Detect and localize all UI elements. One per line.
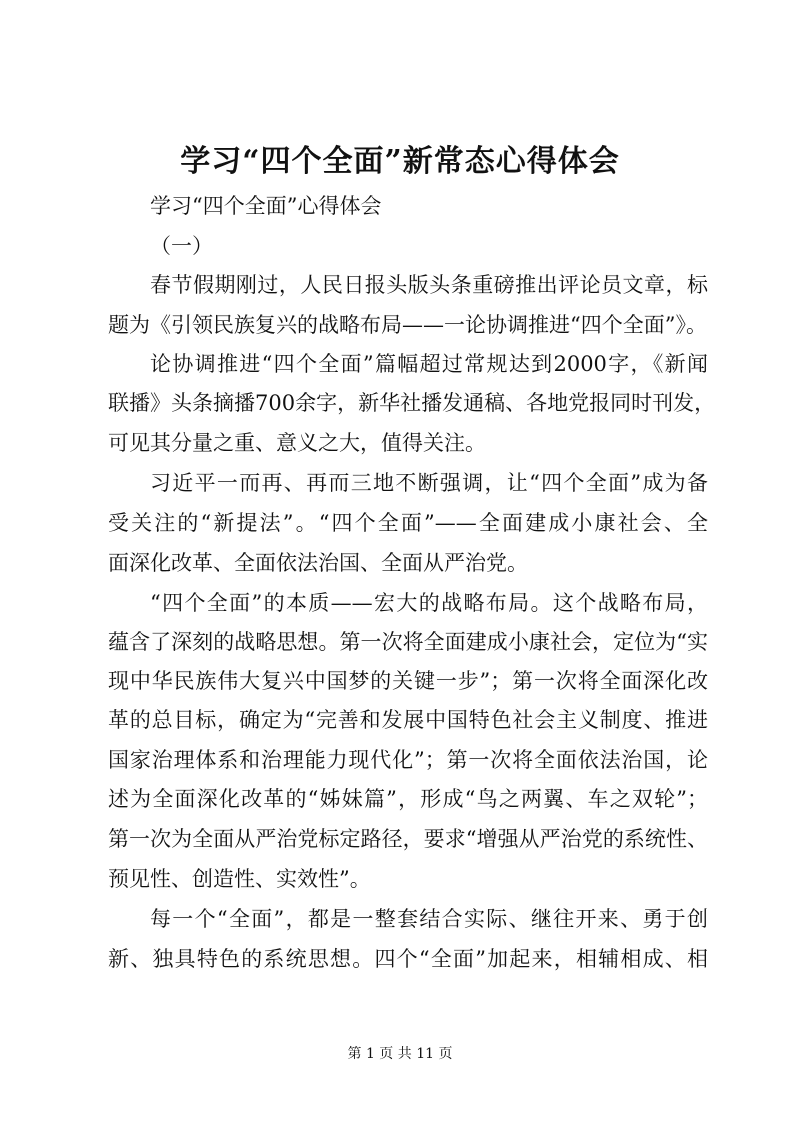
paragraph-line: 面深化改革、全面依法治国、全面从严治党。 — [108, 551, 528, 575]
paragraph-line: 受关注的“新提法”。“四个全面”——全面建成小康社会、全 — [108, 511, 708, 535]
paragraph-line: 第一次为全面从严治党标定路径，要求“增强从严治党的系统性、 — [108, 827, 708, 851]
paragraph-line: 革的总目标，确定为“完善和发展中国特色社会主义制度、推进 — [108, 708, 708, 732]
paragraph-line: 预见性、创造性、实效性”。 — [108, 867, 371, 891]
document-subtitle: 学习“四个全面”心得体会 — [150, 194, 382, 218]
document-title: 学习“四个全面”新常态心得体会 — [180, 144, 620, 179]
paragraph-line: 国家治理体系和治理能力现代化”；第一次将全面依法治国，论 — [108, 748, 708, 772]
paragraph-line: 联播》头条摘播700余字，新华社播发通稿、各地党报同时刊发， — [108, 391, 716, 415]
paragraph-line: 蕴含了深刻的战略思想。第一次将全面建成小康社会，定位为“实 — [108, 630, 708, 654]
paragraph-line: 春节假期刚过，人民日报头版头条重磅推出评论员文章，标 — [150, 273, 708, 297]
paragraph-line: 题为《引领民族复兴的战略布局——一论协调推进“四个全面”》。 — [108, 313, 707, 337]
paragraph-line: 现中华民族伟大复兴中国梦的关键一步”；第一次将全面深化改 — [108, 669, 708, 693]
paragraph-line: 习近平一而再、再而三地不断强调，让“四个全面”成为备 — [150, 471, 708, 495]
paragraph-line: 述为全面深化改革的“姊妹篇”，形成“鸟之两翼、车之双轮”； — [108, 787, 708, 811]
page-number-footer: 第 1 页 共 11 页 — [347, 1046, 453, 1062]
section-marker: （一） — [150, 234, 213, 258]
paragraph-line: “四个全面”的本质——宏大的战略布局。这个战略布局， — [150, 591, 708, 615]
paragraph-line: 论协调推进“四个全面”篇幅超过常规达到2000字，《新闻 — [150, 352, 708, 376]
paragraph-line: 可见其分量之重、意义之大，值得关注。 — [108, 431, 486, 455]
paragraph-line: 新、独具特色的系统思想。四个“全面”加起来，相辅相成、相 — [108, 947, 708, 971]
paragraph-line: 每一个“全面”，都是一整套结合实际、继往开来、勇于创 — [150, 907, 708, 931]
